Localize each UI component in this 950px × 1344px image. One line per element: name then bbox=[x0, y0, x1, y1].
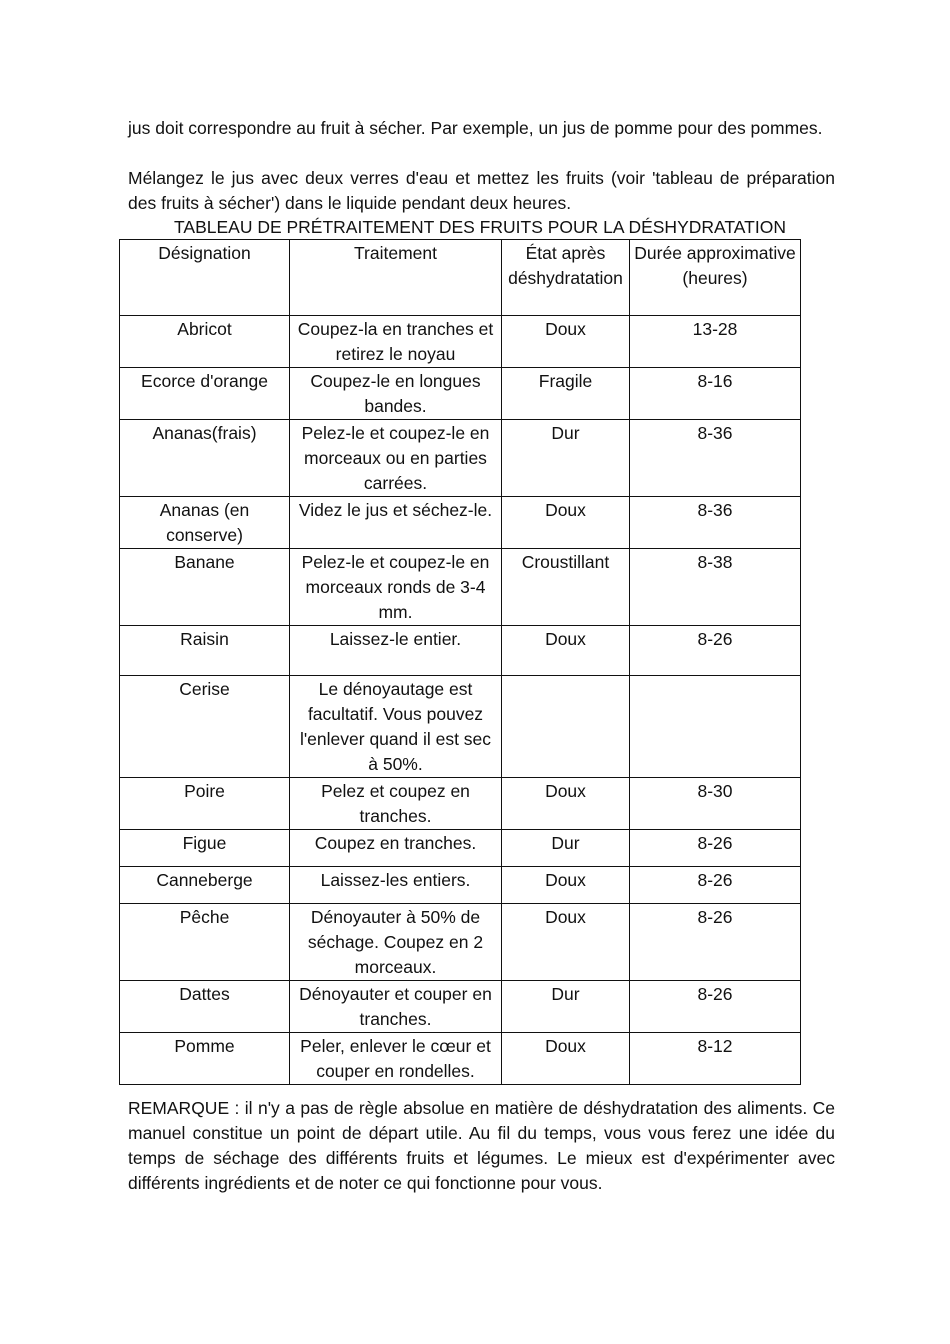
cell-state: Doux bbox=[502, 497, 630, 549]
cell-treatment: Coupez-la en tranches et retirez le noyau bbox=[290, 316, 502, 368]
cell-designation: Pêche bbox=[120, 904, 290, 981]
intro-paragraph-2: Mélangez le jus avec deux verres d'eau et mettez les fruits (voir 'tableau de préparation des fruits à sécher') dans le liquide pendant deux heures. bbox=[128, 168, 835, 213]
cell-state: Doux bbox=[502, 316, 630, 368]
cell-duration: 8-26 bbox=[630, 904, 801, 981]
cell-duration: 13-28 bbox=[630, 316, 801, 368]
cell-designation: Banane bbox=[120, 549, 290, 626]
cell-state bbox=[502, 676, 630, 778]
cell-treatment: Pelez et coupez en tranches. bbox=[290, 778, 502, 830]
cell-treatment: Le dénoyautage est facultatif. Vous pouvez l'enlever quand il est sec à 50%. bbox=[290, 676, 502, 778]
cell-duration: 8-36 bbox=[630, 420, 801, 497]
cell-treatment: Coupez-le en longues bandes. bbox=[290, 368, 502, 420]
cell-duration: 8-38 bbox=[630, 549, 801, 626]
cell-duration: 8-26 bbox=[630, 981, 801, 1033]
cell-duration: 8-16 bbox=[630, 368, 801, 420]
fruit-pretreatment-table bbox=[119, 239, 801, 1085]
table-row bbox=[120, 830, 801, 867]
cell-duration bbox=[630, 676, 801, 778]
cell-treatment: Peler, enlever le cœur et couper en rondelles. bbox=[290, 1033, 502, 1085]
table-body bbox=[120, 316, 801, 1085]
cell-treatment: Laissez-les entiers. bbox=[290, 867, 502, 904]
intro-paragraph-1: jus doit correspondre au fruit à sécher. Par exemple, un jus de pomme pour des pommes. bbox=[128, 118, 823, 138]
table-row bbox=[120, 1033, 801, 1085]
table-title: TABLEAU DE PRÉTRAITEMENT DES FRUITS POUR LA DÉSHYDRATATION bbox=[174, 217, 786, 237]
table-row bbox=[120, 981, 801, 1033]
cell-designation: Cerise bbox=[120, 676, 290, 778]
cell-treatment: Dénoyauter à 50% de séchage. Coupez en 2 morceaux. bbox=[290, 904, 502, 981]
cell-designation: Canneberge bbox=[120, 867, 290, 904]
header-designation: Désignation bbox=[120, 240, 290, 316]
cell-state: Dur bbox=[502, 981, 630, 1033]
cell-duration: 8-26 bbox=[630, 626, 801, 676]
table-row bbox=[120, 549, 801, 626]
note-paragraph: REMARQUE : il n'y a pas de règle absolue en matière de déshydratation des aliments. Ce manuel constitue un point de départ utile. Au fil du temps, vous vous ferez une idée du temps de séchage des différents fruits et légumes. Le mieux est d'expérimenter avec différents ingrédients et de noter ce qui fonctionne pour vous. bbox=[128, 1098, 835, 1193]
cell-state: Dur bbox=[502, 420, 630, 497]
cell-state: Doux bbox=[502, 904, 630, 981]
cell-duration: 8-26 bbox=[630, 830, 801, 867]
cell-designation: Ananas(frais) bbox=[120, 420, 290, 497]
cell-designation: Dattes bbox=[120, 981, 290, 1033]
table-row bbox=[120, 316, 801, 368]
cell-duration: 8-30 bbox=[630, 778, 801, 830]
table-row bbox=[120, 368, 801, 420]
cell-designation: Ecorce d'orange bbox=[120, 368, 290, 420]
cell-state: Doux bbox=[502, 778, 630, 830]
cell-designation: Raisin bbox=[120, 626, 290, 676]
cell-designation: Abricot bbox=[120, 316, 290, 368]
table-row bbox=[120, 904, 801, 981]
cell-treatment: Laissez-le entier. bbox=[290, 626, 502, 676]
cell-treatment: Pelez-le et coupez-le en morceaux ou en parties carrées. bbox=[290, 420, 502, 497]
cell-designation: Figue bbox=[120, 830, 290, 867]
table-row bbox=[120, 778, 801, 830]
cell-treatment: Pelez-le et coupez-le en morceaux ronds de 3-4 mm. bbox=[290, 549, 502, 626]
cell-state: Fragile bbox=[502, 368, 630, 420]
cell-treatment: Videz le jus et séchez-le. bbox=[290, 497, 502, 549]
cell-state: Doux bbox=[502, 626, 630, 676]
cell-treatment: Coupez en tranches. bbox=[290, 830, 502, 867]
table-row bbox=[120, 626, 801, 676]
header-duration: Durée approximative (heures) bbox=[630, 240, 801, 316]
header-treatment: Traitement bbox=[290, 240, 502, 316]
cell-duration: 8-26 bbox=[630, 867, 801, 904]
header-state: État après déshydratation bbox=[502, 240, 630, 316]
table-row bbox=[120, 497, 801, 549]
cell-treatment: Dénoyauter et couper en tranches. bbox=[290, 981, 502, 1033]
cell-designation: Pomme bbox=[120, 1033, 290, 1085]
cell-designation: Ananas (en conserve) bbox=[120, 497, 290, 549]
cell-duration: 8-12 bbox=[630, 1033, 801, 1085]
cell-designation: Poire bbox=[120, 778, 290, 830]
table-header-row bbox=[120, 240, 801, 316]
table-row bbox=[120, 420, 801, 497]
cell-duration: 8-36 bbox=[630, 497, 801, 549]
table-row bbox=[120, 867, 801, 904]
cell-state: Croustillant bbox=[502, 549, 630, 626]
cell-state: Doux bbox=[502, 867, 630, 904]
cell-state: Dur bbox=[502, 830, 630, 867]
cell-state: Doux bbox=[502, 1033, 630, 1085]
table-row bbox=[120, 676, 801, 778]
